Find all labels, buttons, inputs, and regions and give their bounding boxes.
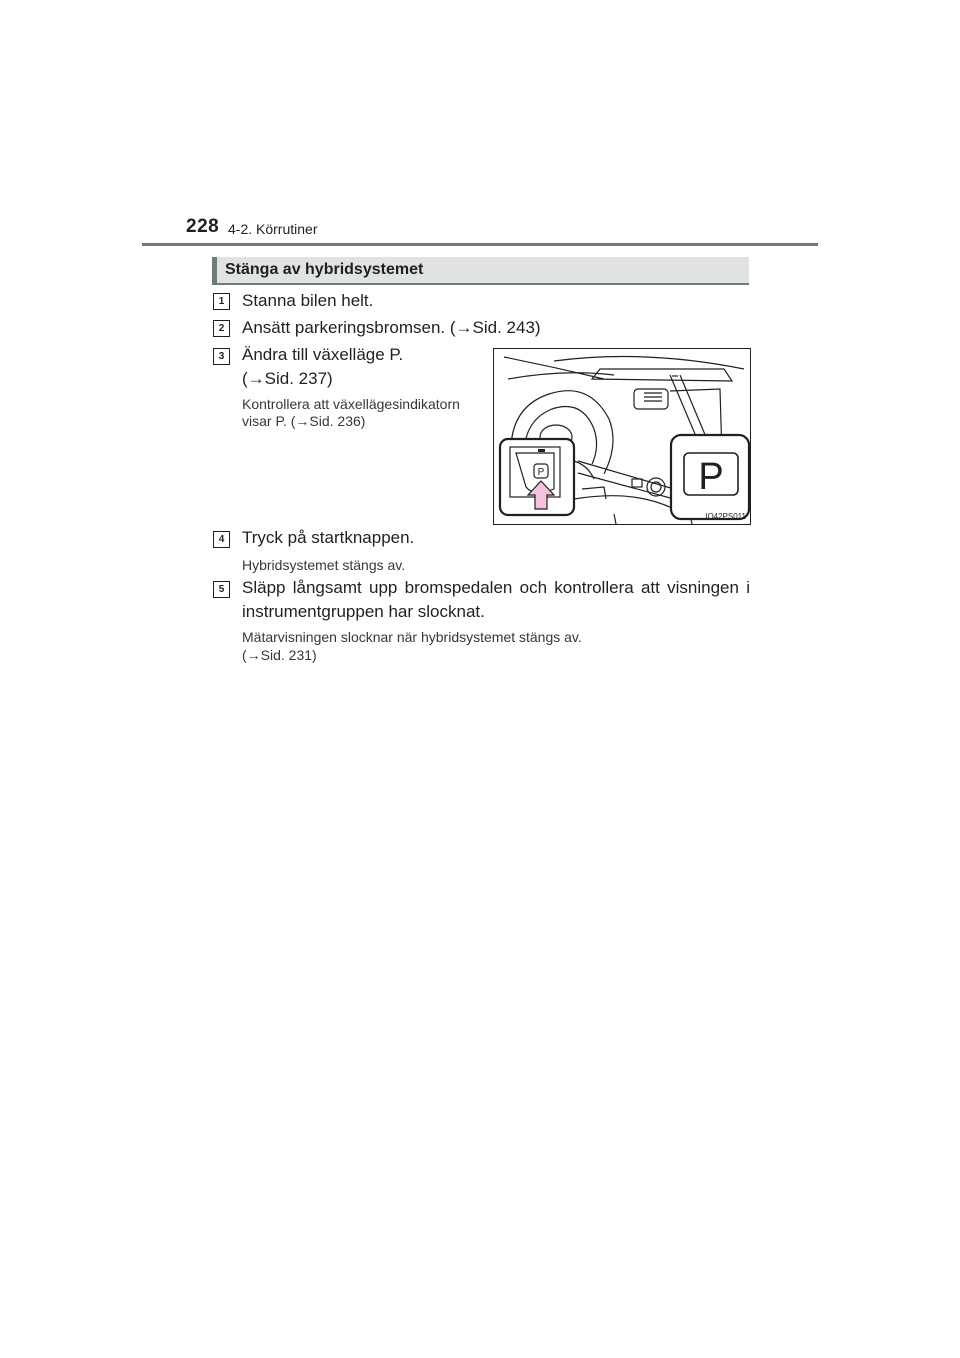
step-1-number: 1 [213, 293, 230, 310]
step-4-text: Tryck på startknappen. [242, 528, 415, 547]
step-3-note-line1: Kontrollera att växellägesindikatorn [242, 396, 460, 412]
step-3-line1: Ändra till växelläge P. [242, 345, 404, 364]
step-5-note-line2: (→Sid. 231) [242, 647, 317, 663]
step-4-note: Hybridsystemet stängs av. [242, 557, 406, 573]
procedure-title-bar [212, 257, 749, 285]
step-5-line1: Släpp långsamt upp bromspedalen och kontrollera att visningen i [242, 578, 750, 597]
lever-button-letter: P [537, 467, 545, 478]
shift-lever-illustration [493, 348, 751, 525]
step-3-number: 3 [213, 348, 230, 365]
section-title: 4-2. Körrutiner [228, 221, 318, 237]
figure-code: IO42PS011 [705, 512, 746, 521]
indicator-letter: P [698, 456, 724, 498]
step-1-text: Stanna bilen helt. [242, 291, 374, 310]
step-3-note-line2: visar P. (→Sid. 236) [242, 413, 366, 429]
step-5-number: 5 [213, 581, 230, 598]
step-2-number: 2 [213, 320, 230, 337]
title-accent [212, 257, 217, 283]
dashboard-drawing [494, 349, 750, 524]
step-5-note-line1: Mätarvisningen slocknar när hybridsystemet stängs av. [242, 629, 582, 645]
header-rule [142, 243, 818, 246]
step-5-line2: instrumentgruppen har slocknat. [242, 602, 485, 621]
procedure-title: Stänga av hybridsystemet [225, 261, 424, 278]
step-4-number: 4 [213, 531, 230, 548]
step-3-line2: (→Sid. 237) [242, 369, 333, 388]
step-2-text: Ansätt parkeringsbromsen. (→Sid. 243) [242, 318, 541, 337]
page-number: 228 [186, 216, 220, 237]
